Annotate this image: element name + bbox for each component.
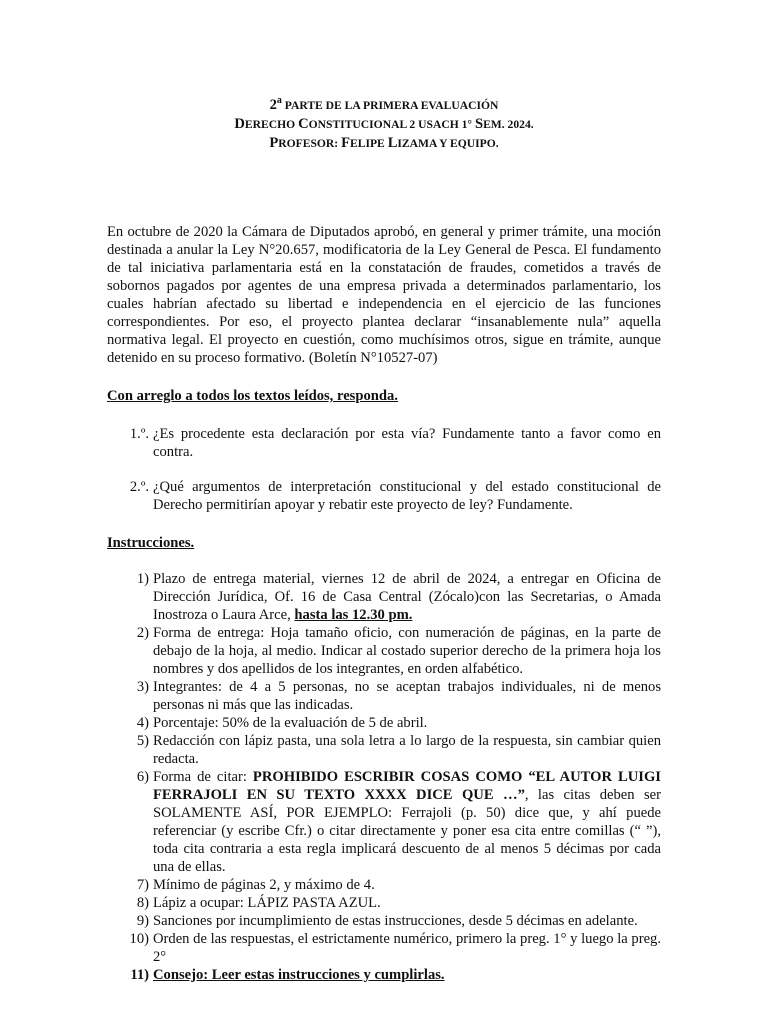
citation-warning: PROHIBIDO ESCRIBIR COSAS COMO “EL AUTOR LUIGI FERRAJOLI EN SU TEXTO XXXX DICE QUE …” — [153, 768, 661, 803]
question-text: ¿Es procedente esta declaración por esta vía? Fundamente tanto a favor como en contra. — [153, 425, 661, 460]
header-text: ELIPE — [349, 136, 388, 150]
header-text: D — [234, 115, 245, 132]
instruction-text-part: Forma de citar: — [153, 768, 253, 785]
instruction-number: 4) — [136, 714, 149, 731]
instructions-title: Instrucciones. — [107, 534, 195, 551]
question-number: 2.º. — [129, 478, 149, 495]
questions-title: Con arreglo a todos los textos leídos, responda. — [107, 387, 398, 404]
header-superscript: a — [276, 95, 282, 106]
instruction-item — [107, 768, 661, 876]
questions-list — [107, 425, 661, 514]
header-text: L — [387, 134, 398, 151]
header-text: EM. 2024. — [483, 117, 534, 131]
instruction-item — [107, 966, 661, 984]
instruction-number: 2) — [136, 624, 149, 641]
header-text: S — [474, 115, 484, 132]
instruction-number: 9) — [136, 912, 149, 929]
header-line-3 — [107, 134, 661, 153]
instruction-text — [153, 570, 661, 624]
question-text: ¿Qué argumentos de interpretación constitucional y del estado constitucional de Derecho permitirían apoyar y rebatir este proyecto de ley? Fundamente. — [153, 478, 661, 513]
instruction-text: Consejo: Leer estas instrucciones y cumplirlas. — [153, 966, 445, 983]
intro-paragraph: En octubre de 2020 la Cámara de Diputados aprobó, en general y primer trámite, una moción destinada a anular la Ley N°20.657, modificatoria de la Ley General de Pesca. El fundamento de tal iniciativa parlamentaria está en la constatación de fraudes, cometidos a través de sobornos pagados por agentes de una empresa privada a determinados parlamentario, los cuales habrían afectado su libertad e independencia en el ejercicio de las funciones correspondientes. Por eso, el proyecto plantea declarar “insanablemente nula” aquella normativa legal. El proyecto en cuestión, como muchísimos otros, sigue en trámite, aunque detenido en su proceso formativo. (Boletín N°10527-07) — [107, 223, 661, 366]
instruction-item — [107, 876, 661, 894]
instruction-text: Integrantes: de 4 a 5 personas, no se aceptan trabajos individuales, ni de menos personas ni más que las indicadas. — [153, 678, 661, 713]
header-text: ERECHO — [244, 117, 299, 131]
instruction-text-part: Plazo de entrega material, viernes 12 de abril de 2024, a entregar en Oficina de Dirección Jurídica, Of. 16 de Casa Central (Zócalo)con las Secretarias, o Amada Inostroza o Laura Arce, — [153, 570, 661, 623]
instructions-list — [107, 570, 661, 984]
instruction-item — [107, 714, 661, 732]
instruction-item — [107, 570, 661, 624]
header-text: IZAMA Y EQUIPO. — [397, 136, 499, 150]
header-text: ROFESOR: — [278, 136, 342, 150]
instruction-text: Porcentaje: 50% de la evaluación de 5 de abril. — [153, 714, 428, 731]
instruction-item — [107, 930, 661, 966]
header-text: PARTE DE LA PRIMERA EVALUACIÓN — [281, 98, 499, 112]
document-header — [107, 92, 661, 153]
instruction-text: Orden de las respuestas, el estrictamente numérico, primero la preg. 1° y luego la preg. 2° — [153, 930, 661, 965]
instruction-number: 7) — [136, 876, 149, 893]
instruction-text: Forma de entrega: Hoja tamaño oficio, con numeración de páginas, en la parte de debajo de la hoja, al medio. Indicar al costado superior derecho de la primera hoja los nombres y dos apellidos de los integrantes, en orden alfabético. — [153, 624, 661, 677]
instruction-number: 8) — [136, 894, 149, 911]
header-line-2 — [107, 115, 661, 134]
header-text: C — [298, 115, 309, 132]
header-line-1 — [107, 92, 661, 115]
instruction-text: Redacción con lápiz pasta, una sola letra a lo largo de la respuesta, sin cambiar quien redacta. — [153, 732, 661, 767]
instruction-number: 3) — [136, 678, 149, 695]
question-number: 1.º. — [129, 425, 149, 442]
instruction-number: 10) — [129, 930, 149, 947]
instruction-item — [107, 678, 661, 714]
instruction-number: 1) — [136, 570, 149, 587]
header-text: P — [269, 134, 279, 151]
header-text: ONSTITUCIONAL 2 USACH 1° — [308, 117, 475, 131]
instruction-text — [153, 768, 661, 876]
instruction-number: 5) — [136, 732, 149, 749]
question-item — [107, 478, 661, 514]
question-item — [107, 425, 661, 461]
instruction-item — [107, 732, 661, 768]
instruction-text: Sanciones por incumplimiento de estas instrucciones, desde 5 décimas en adelante. — [153, 912, 638, 929]
instruction-text: Lápiz a ocupar: LÁPIZ PASTA AZUL. — [153, 894, 381, 911]
instruction-number: 11) — [130, 966, 149, 983]
header-text: F — [341, 134, 350, 151]
instruction-item — [107, 624, 661, 678]
instruction-item — [107, 912, 661, 930]
instruction-text-part: , las citas deben ser SOLAMENTE ASÍ, POR EJEMPLO: Ferrajoli (p. 50) dice que, y ahí puede referenciar (y escribe Cfr.) o citar directamente y poner esa cita entre comillas (“ ”), toda cita contraria a esta regla implicará descuento de al menos 5 décimas por cada una de ellas. — [153, 786, 661, 875]
instruction-item — [107, 894, 661, 912]
instruction-number: 6) — [136, 768, 149, 785]
header-text: 2 — [269, 96, 277, 113]
instruction-text: Mínimo de páginas 2, y máximo de 4. — [153, 876, 375, 893]
deadline-emphasis: hasta las 12.30 pm. — [294, 606, 413, 623]
